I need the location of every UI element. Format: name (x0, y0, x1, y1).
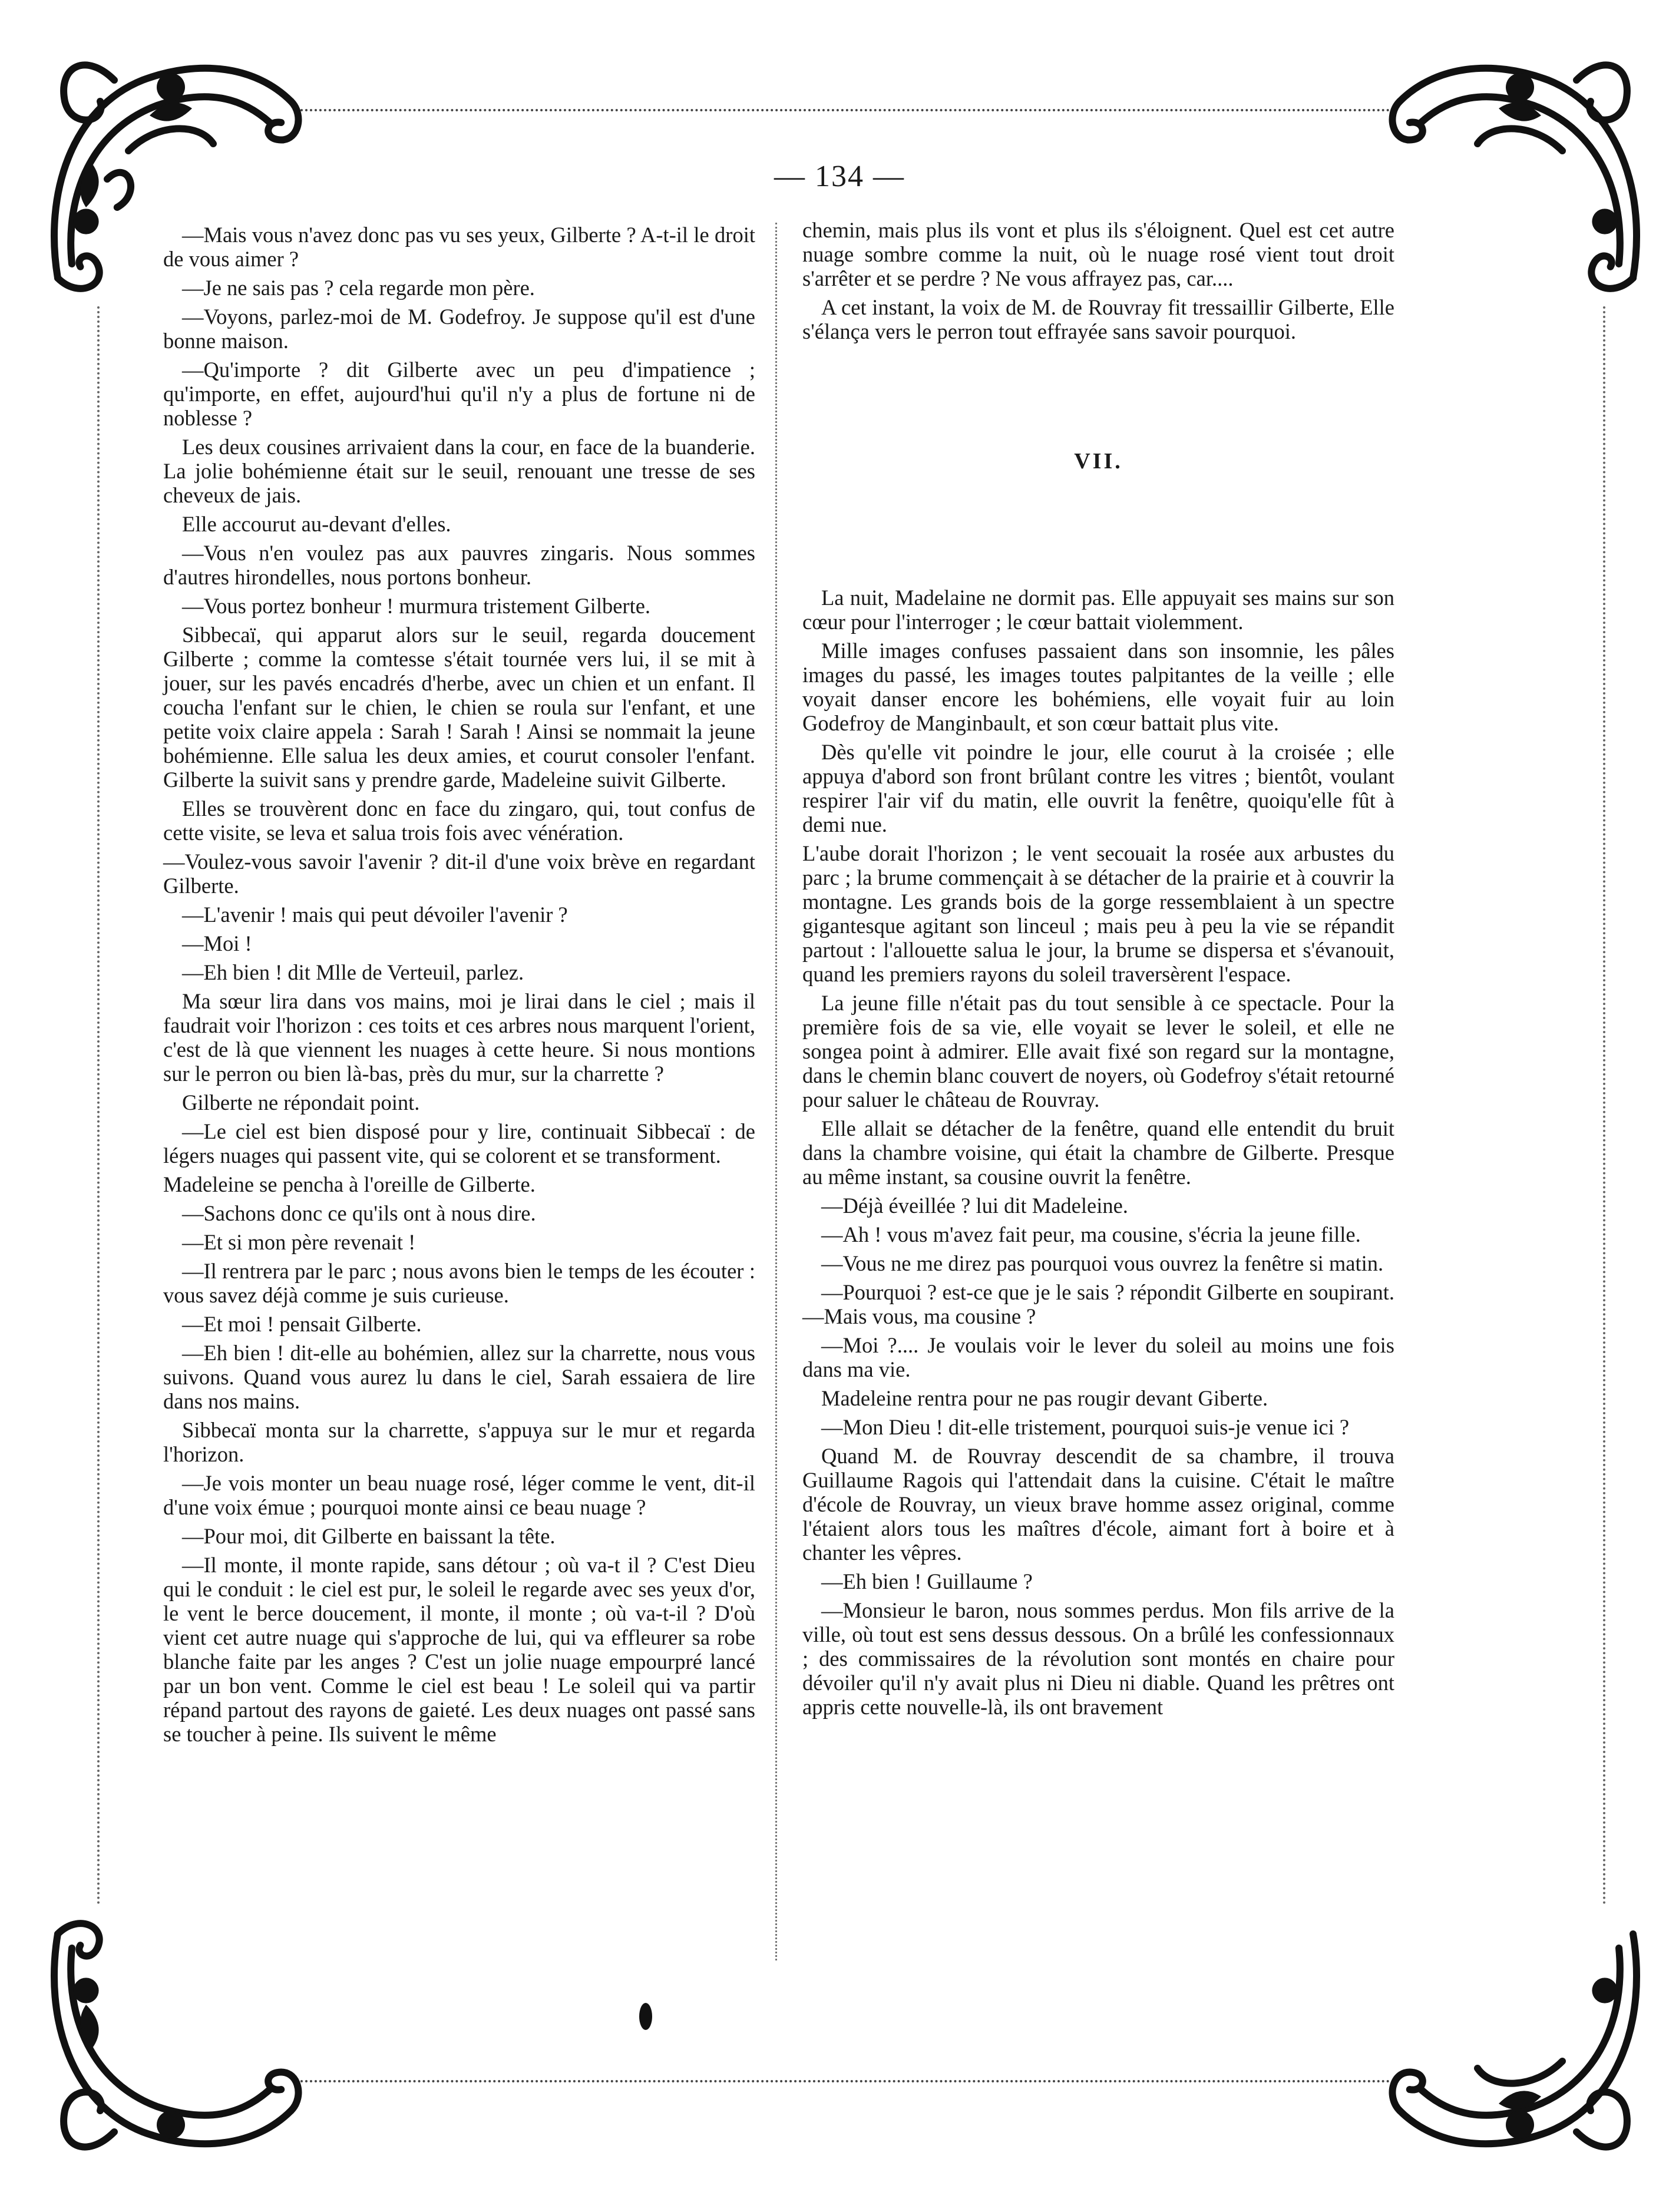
paragraph: —Le ciel est bien disposé pour y lire, continuait Sibbecaï : de légers nuages qui passent vite, qui se colorent et se transforment. (163, 1119, 755, 1168)
paragraph: chemin, mais plus ils vont et plus ils s'éloignent. Quel est cet autre nuage sombre comme la nuit, où le nuage rosé vient tout droit s'arrêter et se perdre ? Ne vous affrayez pas, car.... (802, 218, 1394, 290)
paragraph: Madeleine rentra pour ne pas rougir devant Giberte. (821, 1386, 1268, 1410)
corner-ornament-bottom-right-icon (1379, 1906, 1661, 2188)
paragraph: —Ah ! vous m'avez fait peur, ma cousine, s'écria la jeune fille. (821, 1222, 1361, 1246)
paragraph: —Déjà éveillée ? lui dit Madeleine. (821, 1193, 1128, 1218)
paragraph: —Voulez-vous savoir l'avenir ? dit-il d'une voix brève en regardant Gilberte. (163, 849, 755, 898)
page-number: — 134 — (774, 160, 905, 193)
paragraph: —Je vois monter un beau nuage rosé, léger comme le vent, dit-il d'une voix émue ; pourquoi monte ainsi ce beau nuage ? (163, 1471, 755, 1519)
ink-drop-icon (639, 2003, 652, 2030)
paragraph: —Il monte, il monte rapide, sans détour ; où va-t il ? C'est Dieu qui le conduit : le ciel est pur, le soleil le regarde avec ses yeux d'or, le vent le berce doucement, il monte, il monte ; où va-t-il ? D'où vient cet autre nuage qui s'approche de lui, qui va effleurer sa robe blanche faite par les anges ? C'est un jolie nuage empourpré lancé par un bon vent. Comme le ciel est beau ! Le soleil qui va partir répand partout des rayons de gaieté. Les deux nuages ont passé sans se toucher à peine. Ils suivent le même (163, 1553, 755, 1746)
paragraph: Dès qu'elle vit poindre le jour, elle courut à la croisée ; elle appuya d'abord son front brûlant contre les vitres ; bientôt, voulant respirer l'air vif du matin, elle ouvrit la fenêtre, quoiqu'elle fût à demi nue. (802, 740, 1394, 836)
column-divider (775, 223, 777, 1960)
paragraph: —Je ne sais pas ? cela regarde mon père. (182, 276, 535, 300)
paragraph: —Il rentrera par le parc ; nous avons bien le temps de les écouter : vous savez déjà comme je suis curieuse. (163, 1259, 755, 1307)
paragraph: —Pourquoi ? est-ce que je le sais ? répondit Gilberte en soupirant.—Mais vous, ma cousine ? (802, 1280, 1394, 1328)
paragraph: —Vous n'en voulez pas aux pauvres zingaris. Nous sommes d'autres hirondelles, nous portons bonheur. (163, 541, 755, 589)
top-border-rule (300, 109, 1390, 111)
paragraph: Elle accourut au-devant d'elles. (182, 512, 451, 536)
paragraph: —Et moi ! pensait Gilberte. (182, 1312, 422, 1336)
paragraph: —L'avenir ! mais qui peut dévoiler l'avenir ? (182, 902, 568, 927)
paragraph: —Voyons, parlez-moi de M. Godefroy. Je suppose qu'il est d'une bonne maison. (163, 305, 755, 353)
paragraph: Ma sœur lira dans vos mains, moi je lirai dans le ciel ; mais il faudrait voir l'horizon : ces toits et ces arbres nous marquent l'orient, c'est de là que viennent les nuages à cette heure. Si nous montions sur le perron ou bien là-bas, près du mur, sur la charrette ? (163, 989, 755, 1086)
paragraph: —Vous portez bonheur ! murmura tristement Gilberte. (182, 594, 651, 618)
chapter-heading: VII. (1074, 449, 1123, 474)
left-column (163, 223, 755, 1751)
paragraph: Madeleine se pencha à l'oreille de Gilberte. (163, 1172, 536, 1196)
paragraph: A cet instant, la voix de M. de Rouvray fit tressaillir Gilberte, Elle s'élança vers le perron tout effrayée sans savoir pourquoi. (802, 295, 1394, 343)
paragraph: —Sachons donc ce qu'ils ont à nous dire. (182, 1201, 536, 1225)
right-column (802, 218, 1394, 1724)
paragraph: Elles se trouvèrent donc en face du zingaro, qui, tout confus de cette visite, se leva et salua trois fois avec vénération. (163, 796, 755, 845)
paragraph: Quand M. de Rouvray descendit de sa chambre, il trouva Guillaume Ragois qui l'attendait dans la cuisine. C'était le maître d'école de Rouvray, un vieux brave homme assez original, comme l'étaient alors tous les maîtres d'école, aimant fort à boire et à chanter les vêpres. (802, 1444, 1394, 1565)
paragraph: —Qu'importe ? dit Gilberte avec un peu d'impatience ; qu'importe, en effet, aujourd'hui qu'il n'y a plus de fortune ni de noblesse ? (163, 358, 755, 430)
paragraph: —Eh bien ! dit Mlle de Verteuil, parlez. (182, 960, 524, 984)
paragraph: L'aube dorait l'horizon ; le vent secouait la rosée aux arbustes du parc ; la brume commençait à se détacher de la prairie et à couvrir la montagne. Les grands bois de la gorge ressemblaient à un spectre gigantesque agitant son linceul ; mais peu à peu la vie se répandit partout : l'allouette salua le jour, la brume se dispersa et s'évanouit, quand les premiers rayons du soleil traversèrent l'espace. (802, 841, 1394, 986)
left-border-rule (97, 306, 100, 1906)
paragraph: —Moi ! (182, 931, 252, 955)
corner-ornament-bottom-left-icon (29, 1906, 312, 2188)
paragraph: —Et si mon père revenait ! (182, 1230, 416, 1254)
right-border-rule (1603, 306, 1605, 1906)
paragraph: Sibbecaï monta sur la charrette, s'appuya sur le mur et regarda l'horizon. (163, 1418, 755, 1466)
paragraph: —Pour moi, dit Gilberte en baissant la tête. (182, 1524, 556, 1548)
paragraph: Les deux cousines arrivaient dans la cour, en face de la buanderie. La jolie bohémienne était sur le seuil, renouant une tresse de ses cheveux de jais. (163, 435, 755, 507)
paragraph: —Mais vous n'avez donc pas vu ses yeux, Gilberte ? A-t-il le droit de vous aimer ? (163, 223, 755, 271)
paragraph: Sibbecaï, qui apparut alors sur le seuil, regarda doucement Gilberte ; comme la comtesse s'était tournée vers lui, il se mit à jouer, sur les pavés encadrés d'herbe, avec un chien et un enfant. Il coucha l'enfant sur le chien, le chien se roula sur l'enfant, et une petite voix claire appela : Sarah ! Sarah ! Ainsi se nommait la jeune bohémienne. Elle salua les deux amies, et courut consoler l'enfant. Gilberte la suivit sans y prendre garde, Madeleine suivit Gilberte. (163, 623, 755, 792)
paragraph: —Mon Dieu ! dit-elle tristement, pourquoi suis-je venue ici ? (821, 1415, 1350, 1439)
paragraph: Gilberte ne répondait point. (182, 1090, 420, 1115)
paragraph: —Eh bien ! Guillaume ? (821, 1569, 1033, 1593)
paragraph: La jeune fille n'était pas du tout sensible à ce spectacle. Pour la première fois de sa vie, elle voyait se lever le soleil, et elle ne songea point à admirer. Elle avait fixé son regard sur la montagne, dans le chemin blanc couvert de noyers, où Godefroy s'était retourné pour saluer le château de Rouvray. (802, 991, 1394, 1112)
paragraph: —Eh bien ! dit-elle au bohémien, allez sur la charrette, nous vous suivons. Quand vous aurez lu dans le ciel, Sarah essaiera de lire dans nos mains. (163, 1341, 755, 1413)
paragraph: —Vous ne me direz pas pourquoi vous ouvrez la fenêtre si matin. (821, 1251, 1384, 1275)
paragraph: —Moi ?.... Je voulais voir le lever du soleil au moins une fois dans ma vie. (802, 1333, 1394, 1381)
paragraph: Elle allait se détacher de la fenêtre, quand elle entendit du bruit dans la chambre voisine, qui était la chambre de Gilberte. Presque au même instant, sa cousine ouvrit la fenêtre. (802, 1116, 1394, 1189)
paragraph: Mille images confuses passaient dans son insomnie, les pâles images du passé, les images toutes palpitantes de la veille ; elle voyait danser encore les bohémiens, elle voyait fuir au loin Godefroy de Manginbault, et son cœur battait plus vite. (802, 639, 1394, 735)
paragraph: —Monsieur le baron, nous sommes perdus. Mon fils arrive de la ville, où tout est sens dessus dessous. On a brûlé les confessionnaux ; des commissaires de la révolution sont montés en chaire pour dévoiler qu'il n'y avait plus ni Dieu ni diable. Quand les prêtres ont appris cette nouvelle-là, ils ont bravement (802, 1598, 1394, 1719)
bottom-border-rule (300, 2080, 1390, 2082)
paragraph: La nuit, Madelaine ne dormit pas. Elle appuyait ses mains sur son cœur pour l'interroger ; le cœur battait violemment. (802, 586, 1394, 634)
